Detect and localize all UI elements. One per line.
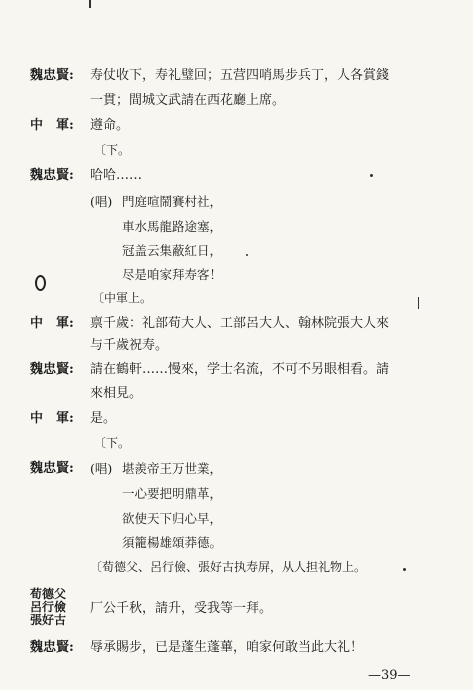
scan-mark	[89, 0, 91, 8]
scan-speck	[246, 254, 248, 256]
speaker-label: 中 軍:	[30, 118, 74, 133]
speaker-label: 魏忠賢:	[30, 362, 74, 377]
verse-line: 須籠楊雄頌莽德。	[122, 535, 223, 550]
sung-marker: (唱)	[90, 461, 113, 476]
stage-direction: 〔下。	[94, 436, 131, 450]
speaker-label: 呂行儉	[30, 600, 67, 614]
verse-line: 門庭喧鬧賽村社，	[122, 194, 223, 209]
dialogue-line: 寿仗收下，寿礼璧回；五营四哨馬步兵丁，人各賞錢	[90, 68, 390, 83]
dialogue-line: 是。	[90, 411, 117, 426]
speaker-label: 張好古	[30, 613, 67, 627]
dialogue-line: 來相見。	[90, 386, 143, 401]
speaker-label: 荀德父	[30, 587, 67, 601]
speaker-label: 魏忠賢:	[30, 640, 74, 655]
speaker-label: 中 軍:	[30, 316, 74, 331]
dialogue-line: 一貫；間城文武請在西花廳上席。	[90, 93, 286, 108]
ink-blot	[35, 275, 46, 291]
speaker-label: 中 軍:	[30, 411, 74, 426]
scan-speck	[403, 568, 406, 571]
verse-line: 堪羨帝王万世業，	[122, 461, 223, 476]
dialogue-line: 辱承賜步，已是蓬生蓬蓽，咱家何敢当此大礼！	[90, 640, 364, 655]
dialogue-line: 禀千歲：礼部荀大人、工部呂大人、翰林院張大人來	[90, 316, 390, 331]
dialogue-line: 哈哈……	[90, 168, 143, 183]
speaker-label: 魏忠賢:	[30, 168, 74, 183]
page-number: —39—	[368, 668, 411, 683]
speaker-label: 魏忠賢:	[30, 68, 74, 83]
stage-direction: 〔中軍上。	[92, 291, 153, 305]
stage-direction: 〔下。	[94, 143, 131, 157]
verse-line: 尽是咱家拜寿客！	[122, 267, 223, 282]
verse-line: 冠盖云集蔽紅日，	[122, 243, 223, 258]
dialogue-line: 遵命。	[90, 118, 130, 133]
dialogue-line: 厂公千秋，請升，受我等一拜。	[90, 601, 273, 616]
scan-speck	[370, 174, 373, 177]
scan-mark	[418, 297, 419, 309]
dialogue-line: 請在鶴軒……慢來，学士名流，不可不另眼相看。請	[90, 362, 390, 377]
stage-direction: 〔荀德父、呂行儉、張好古执寿屏，从人担礼物上。	[90, 560, 367, 574]
verse-line: 欲使天下归心早，	[122, 511, 223, 526]
dialogue-line: 与千歲祝寿。	[90, 338, 169, 353]
verse-line: 一心要把明鼎革，	[122, 486, 223, 501]
verse-line: 車水馬龍路途塞，	[122, 219, 223, 234]
sung-marker: (唱)	[90, 194, 113, 209]
speaker-label: 魏忠賢:	[30, 461, 74, 476]
